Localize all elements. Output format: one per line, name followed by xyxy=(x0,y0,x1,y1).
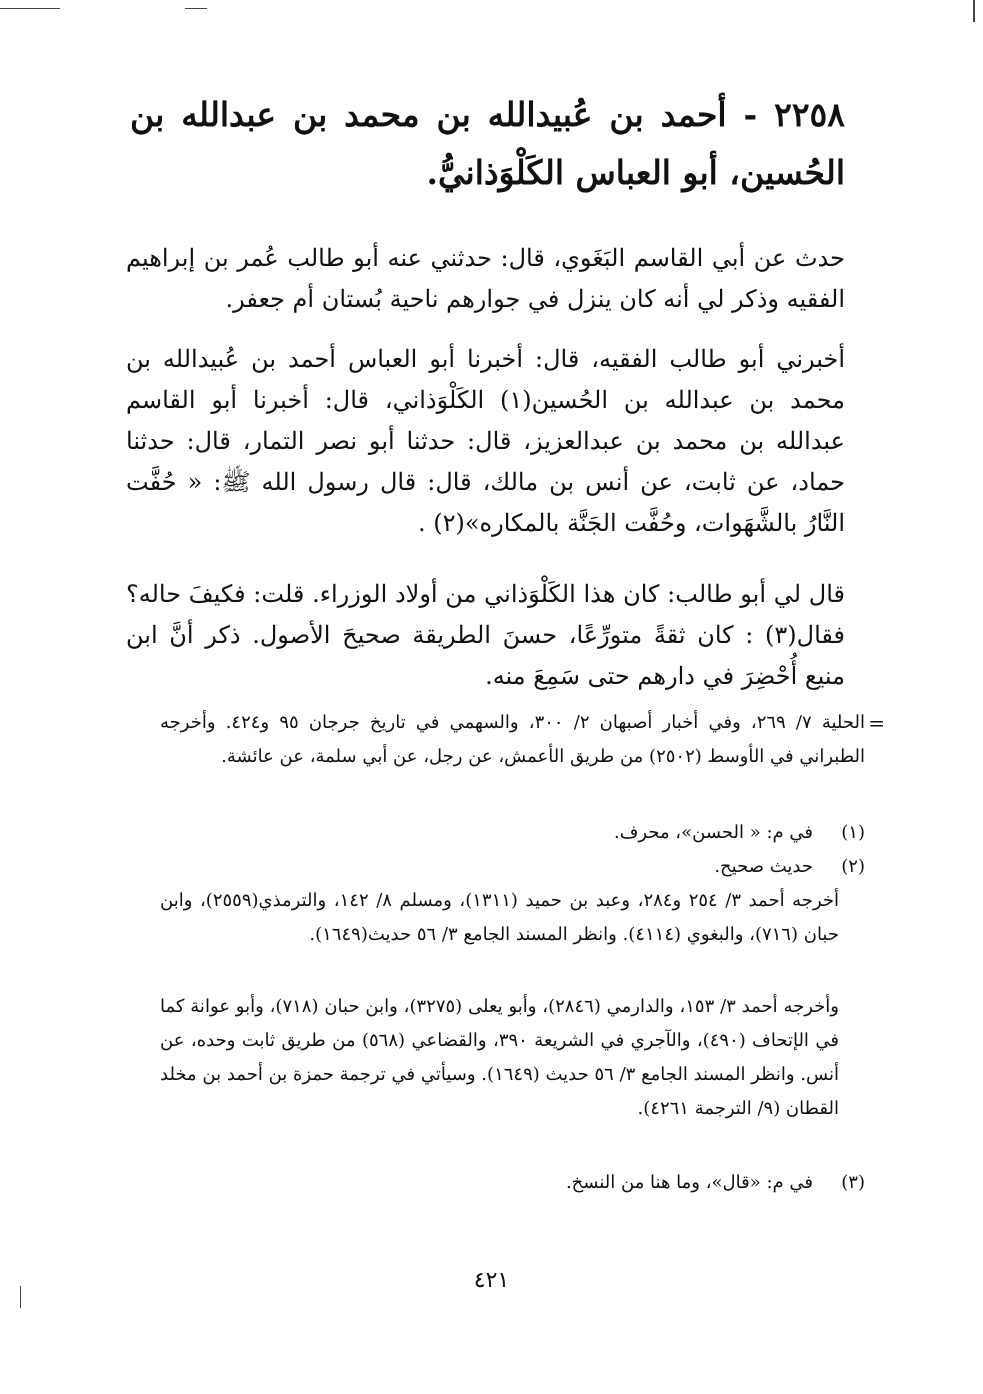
footnote-2-text: حديث صحيح. xyxy=(714,856,813,877)
scan-margin-line-right xyxy=(973,0,975,22)
footnote-3 xyxy=(160,1166,865,1200)
footnote-2-sources-b: وأخرجه أحمد ٣/ ١٥٣، والدارمي (٢٨٤٦)، وأبو يعلى (٣٢٧٥)، وابن حبان (٧١٨)، وأبو عوانة كما في الإتحاف (٤٩٠)، والآجري في الشريعة ٣٩٠، والقضاعي (٥٦٨) من طريق ثابت وحده، عن أنس. وانظر المسند الجامع ٣/ ٥٦ حديث (١٦٤٩). وسيأتي في ترجمة حمزة بن أحمد بن مخلد القطان (٩/ الترجمة ٤٢٦١). xyxy=(160,996,839,1119)
entry-heading xyxy=(130,86,845,202)
footnotes-section xyxy=(160,706,865,1226)
page-number: ٤٢١ xyxy=(473,1268,510,1293)
scan-margin-line-top xyxy=(0,8,60,9)
paragraph-narration: حدث عن أبي القاسم البَغَوي، قال: حدثني عنه أبو طالب عُمر بن إبراهيم الفقيه وذكر لي أنه كان ينزل في جوارهم ناحية بُستان أم جعفر. xyxy=(126,244,845,313)
footnote-1-number: (١) xyxy=(841,822,865,843)
entry-number: ٢٢٥٨ xyxy=(774,95,845,134)
footnote-2-number: (٢) xyxy=(841,856,865,877)
footnote-continuation: الحلية ٧/ ٢٦٩، وفي أخبار أصبهان ٢/ ٣٠٠، والسهمي في تاريخ جرجان ٩٥ و٤٢٤. وأخرجه الطبراني في الأوسط (٢٥٠٢) من طريق الأعمش، عن رجل، عن أبي سلمة، عن عائشة. xyxy=(160,712,865,767)
footnote-1 xyxy=(160,816,865,850)
footnote-3-number: (٣) xyxy=(841,1172,865,1193)
footnote-2-sources-a: أخرجه أحمد ٣/ ٢٥٤ و٢٨٤، وعبد بن حميد (١٣١١)، ومسلم ٨/ ١٤٢، والترمذي(٢٥٥٩)، وابن حبان (٧١٦)، والبغوي (٤١١٤). وانظر المسند الجامع ٣/ ٥٦ حديث(١٦٤٩). xyxy=(160,890,839,945)
paragraph-evaluation: قال لي أبو طالب: كان هذا الكَلْوَذاني من أولاد الوزراء. قلت: فكيفَ حاله؟ فقال(٣) : كان ثقةً متورِّعًا، حسنَ الطريقة صحيحَ الأصول. ذكر أنَّ ابن منيع أُحْضِرَ في دارهم حتى سَمِعَ منه. xyxy=(126,580,845,690)
footnote-2 xyxy=(160,850,865,884)
paragraph-hadith-chain: أخبرني أبو طالب الفقيه، قال: أخبرنا أبو العباس أحمد بن عُبيدالله بن محمد بن عبدالله بن الحُسين(١) الكَلْوَذاني، قال: أخبرنا أبو القاسم عبدالله بن محمد بن عبدالعزيز، قال: حدثنا أبو نصر التمار، قال: حدثنا حماد، عن ثابت، عن أنس بن مالك، قال: قال رسول الله ﷺ: « حُفَّت النَّارُ بالشَّهَوات، وحُفَّت الجَنَّة بالمكاره»(٢) . xyxy=(126,345,845,537)
entry-title: - أحمد بن عُبيدالله بن محمد بن عبدالله بن الحُسين، أبو العباس الكَلْوَذانيُّ. xyxy=(130,95,845,192)
footnote-continuation-mark: = xyxy=(868,711,885,735)
footnote-1-text: في م: « الحسن»، محرف. xyxy=(614,822,813,843)
footnote-3-text: في م: «قال»، وما هنا من النسخ. xyxy=(565,1172,813,1193)
scan-margin-dash-top xyxy=(185,8,207,9)
